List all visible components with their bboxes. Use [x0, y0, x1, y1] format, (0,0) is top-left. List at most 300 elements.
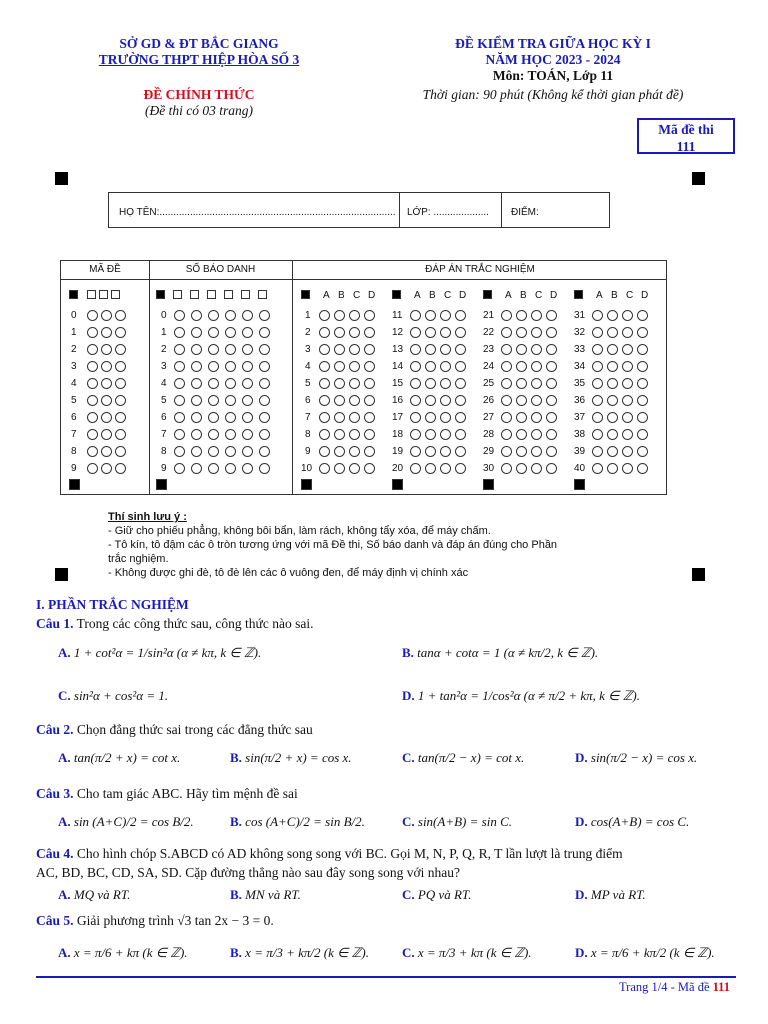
answer-bubble[interactable] [622, 310, 633, 321]
answer-bubble[interactable] [607, 344, 618, 355]
answer-bubble[interactable] [637, 412, 648, 423]
answer-bubble[interactable] [440, 310, 451, 321]
class-field[interactable]: LỚP: .................... [407, 207, 489, 218]
id-bubble[interactable] [174, 327, 185, 338]
answer-bubble[interactable] [334, 395, 345, 406]
answer-bubble[interactable] [592, 310, 603, 321]
answer-bubble[interactable] [637, 429, 648, 440]
answer-bubble[interactable] [364, 412, 375, 423]
answer-bubble[interactable] [501, 463, 512, 474]
answer-bubble[interactable] [319, 378, 330, 389]
answer-bubble[interactable] [622, 327, 633, 338]
id-bubble[interactable] [225, 395, 236, 406]
answer-option[interactable] [58, 887, 130, 903]
id-bubble[interactable] [208, 412, 219, 423]
answer-bubble[interactable] [622, 344, 633, 355]
answer-bubble[interactable] [622, 378, 633, 389]
answer-bubble[interactable] [516, 463, 527, 474]
answer-bubble[interactable] [440, 344, 451, 355]
id-bubble[interactable] [208, 395, 219, 406]
answer-bubble[interactable] [455, 395, 466, 406]
code-bubble[interactable] [115, 429, 126, 440]
answer-bubble[interactable] [364, 429, 375, 440]
answer-bubble[interactable] [546, 446, 557, 457]
registration-marker [692, 568, 705, 581]
code-bubble[interactable] [115, 412, 126, 423]
answer-bubble[interactable] [637, 310, 648, 321]
answer-option[interactable] [575, 887, 646, 903]
answer-bubble[interactable] [440, 412, 451, 423]
code-bubble[interactable] [101, 361, 112, 372]
id-bubble[interactable] [191, 463, 202, 474]
id-bubble[interactable] [242, 429, 253, 440]
id-bubble[interactable] [242, 395, 253, 406]
question-number: 23 [483, 344, 495, 355]
answer-bubble[interactable] [622, 429, 633, 440]
id-bubble[interactable] [259, 327, 270, 338]
answer-bubble[interactable] [516, 361, 527, 372]
id-bubble[interactable] [208, 361, 219, 372]
id-bubble[interactable] [174, 395, 185, 406]
answer-bubble[interactable] [425, 327, 436, 338]
marker-square [69, 290, 78, 299]
id-bubble[interactable] [242, 310, 253, 321]
answer-bubble[interactable] [531, 378, 542, 389]
id-bubble[interactable] [191, 412, 202, 423]
answer-bubble[interactable] [319, 327, 330, 338]
answer-option[interactable] [230, 814, 365, 830]
answer-bubble[interactable] [516, 446, 527, 457]
id-bubble[interactable] [208, 327, 219, 338]
code-bubble[interactable] [101, 395, 112, 406]
answer-bubble[interactable] [455, 412, 466, 423]
question-number: 26 [483, 395, 495, 406]
answer-bubble[interactable] [455, 327, 466, 338]
answer-bubble[interactable] [410, 361, 421, 372]
answer-bubble[interactable] [410, 446, 421, 457]
id-bubble[interactable] [208, 310, 219, 321]
answer-bubble[interactable] [425, 412, 436, 423]
code-bubble[interactable] [87, 395, 98, 406]
answer-bubble[interactable] [607, 429, 618, 440]
answer-bubble[interactable] [334, 361, 345, 372]
id-bubble[interactable] [208, 446, 219, 457]
answer-bubble[interactable] [440, 327, 451, 338]
answer-bubble[interactable] [501, 446, 512, 457]
answer-bubble[interactable] [319, 395, 330, 406]
answer-bubble[interactable] [425, 395, 436, 406]
id-bubble[interactable] [225, 361, 236, 372]
question-number: 19 [392, 446, 404, 457]
answer-bubble[interactable] [531, 463, 542, 474]
id-bubble[interactable] [225, 327, 236, 338]
id-bubble[interactable] [174, 446, 185, 457]
answer-bubble[interactable] [364, 446, 375, 457]
answer-bubble[interactable] [425, 463, 436, 474]
answer-bubble[interactable] [440, 463, 451, 474]
answer-bubble[interactable] [546, 344, 557, 355]
answer-bubble[interactable] [546, 412, 557, 423]
question-label: Câu 3. [36, 786, 74, 801]
answer-bubble[interactable] [637, 395, 648, 406]
answer-bubble[interactable] [319, 344, 330, 355]
id-bubble[interactable] [174, 344, 185, 355]
answer-bubble[interactable] [531, 310, 542, 321]
answer-option[interactable] [58, 814, 194, 830]
answer-bubble[interactable] [592, 395, 603, 406]
answer-bubble[interactable] [516, 344, 527, 355]
id-bubble[interactable] [191, 310, 202, 321]
code-bubble[interactable] [101, 412, 112, 423]
answer-bubble[interactable] [364, 361, 375, 372]
answer-bubble[interactable] [607, 378, 618, 389]
answer-bubble[interactable] [592, 361, 603, 372]
answer-bubble[interactable] [455, 310, 466, 321]
code-bubble[interactable] [87, 429, 98, 440]
answer-option[interactable] [58, 645, 261, 661]
answer-bubble[interactable] [349, 310, 360, 321]
id-bubble[interactable] [242, 378, 253, 389]
answer-bubble[interactable] [364, 395, 375, 406]
footer-code: 111 [712, 980, 730, 994]
answer-option[interactable] [402, 814, 512, 830]
answer-bubble[interactable] [319, 463, 330, 474]
code-bubble[interactable] [115, 395, 126, 406]
code-bubble[interactable] [87, 361, 98, 372]
question-number: 22 [483, 327, 495, 338]
answer-bubble[interactable] [546, 361, 557, 372]
code-bubble[interactable] [87, 412, 98, 423]
code-bubble[interactable] [101, 378, 112, 389]
code-bubble[interactable] [101, 463, 112, 474]
code-bubble[interactable] [101, 310, 112, 321]
id-bubble[interactable] [242, 361, 253, 372]
answer-option[interactable] [575, 945, 715, 961]
answer-bubble[interactable] [349, 361, 360, 372]
answer-bubble[interactable] [501, 378, 512, 389]
answer-bubble[interactable] [592, 463, 603, 474]
answer-bubble[interactable] [546, 463, 557, 474]
answer-bubble[interactable] [516, 412, 527, 423]
answer-bubble[interactable] [516, 429, 527, 440]
answer-bubble[interactable] [622, 412, 633, 423]
id-bubble[interactable] [191, 378, 202, 389]
section-title: I. PHẦN TRẮC NGHIỆM [36, 597, 189, 612]
code-bubble[interactable] [115, 344, 126, 355]
id-bubble[interactable] [191, 446, 202, 457]
answer-bubble[interactable] [440, 429, 451, 440]
answer-bubble[interactable] [364, 344, 375, 355]
answer-bubble[interactable] [319, 412, 330, 423]
answer-bubble[interactable] [349, 395, 360, 406]
id-bubble[interactable] [208, 463, 219, 474]
id-bubble[interactable] [191, 395, 202, 406]
answer-bubble[interactable] [501, 327, 512, 338]
answer-bubble[interactable] [410, 429, 421, 440]
answer-bubble[interactable] [501, 429, 512, 440]
id-bubble[interactable] [259, 310, 270, 321]
id-bubble[interactable] [225, 412, 236, 423]
id-bubble[interactable] [174, 412, 185, 423]
answer-option[interactable] [58, 688, 168, 704]
option-text: tanα + cotα = 1 (α ≠ kπ/2, k ∈ ℤ). [417, 645, 599, 660]
answer-bubble[interactable] [455, 429, 466, 440]
answer-bubble[interactable] [592, 327, 603, 338]
code-bubble[interactable] [101, 446, 112, 457]
answer-bubble[interactable] [637, 463, 648, 474]
id-bubble[interactable] [174, 429, 185, 440]
answer-bubble[interactable] [349, 378, 360, 389]
answer-bubble[interactable] [319, 361, 330, 372]
answer-bubble[interactable] [425, 446, 436, 457]
code-bubble[interactable] [87, 446, 98, 457]
answer-bubble[interactable] [531, 327, 542, 338]
answer-bubble[interactable] [334, 412, 345, 423]
code-bubble[interactable] [115, 310, 126, 321]
id-digit: 9 [161, 463, 167, 474]
name-field[interactable]: HỌ TÊN:..................................................................................... [119, 207, 396, 218]
answer-bubble[interactable] [440, 361, 451, 372]
answer-bubble[interactable] [364, 327, 375, 338]
answer-bubble[interactable] [622, 446, 633, 457]
answer-bubble[interactable] [455, 446, 466, 457]
answer-bubble[interactable] [501, 361, 512, 372]
answer-bubble[interactable] [516, 310, 527, 321]
answer-bubble[interactable] [410, 327, 421, 338]
id-bubble[interactable] [242, 327, 253, 338]
option-text: tan(π/2 − x) = cot x. [417, 750, 525, 765]
option-letter: C. [402, 887, 418, 902]
answer-bubble[interactable] [501, 310, 512, 321]
id-bubble[interactable] [242, 463, 253, 474]
answer-bubble[interactable] [531, 344, 542, 355]
id-bubble[interactable] [259, 378, 270, 389]
code-bubble[interactable] [115, 446, 126, 457]
answer-bubble[interactable] [349, 429, 360, 440]
answer-option[interactable] [58, 945, 188, 961]
answer-bubble[interactable] [592, 344, 603, 355]
answer-bubble[interactable] [455, 361, 466, 372]
id-bubble[interactable] [242, 446, 253, 457]
answer-bubble[interactable] [319, 310, 330, 321]
answer-bubble[interactable] [410, 310, 421, 321]
id-bubble[interactable] [174, 310, 185, 321]
code-bubble[interactable] [115, 361, 126, 372]
answer-bubble[interactable] [637, 344, 648, 355]
id-bubble[interactable] [191, 361, 202, 372]
answer-bubble[interactable] [334, 463, 345, 474]
answer-option[interactable] [575, 814, 689, 830]
option-text: MQ và RT. [73, 887, 131, 902]
answer-bubble[interactable] [349, 463, 360, 474]
id-bubble[interactable] [225, 463, 236, 474]
answer-bubble[interactable] [440, 446, 451, 457]
answer-bubble[interactable] [501, 344, 512, 355]
answer-bubble[interactable] [531, 429, 542, 440]
answer-bubble[interactable] [410, 344, 421, 355]
col-answers: ĐÁP ÁN TRẮC NGHIỆM [425, 264, 535, 275]
answer-bubble[interactable] [622, 361, 633, 372]
marker-square [301, 479, 312, 490]
id-bubble[interactable] [174, 361, 185, 372]
answer-bubble[interactable] [546, 378, 557, 389]
code-digit: 6 [71, 412, 77, 423]
answer-bubble[interactable] [334, 310, 345, 321]
answer-bubble[interactable] [531, 446, 542, 457]
id-bubble[interactable] [225, 446, 236, 457]
answer-bubble[interactable] [319, 429, 330, 440]
answer-bubble[interactable] [516, 395, 527, 406]
code-bubble[interactable] [87, 310, 98, 321]
question-number: 33 [574, 344, 586, 355]
answer-bubble[interactable] [455, 463, 466, 474]
question-label: Câu 1. [36, 616, 74, 631]
answer-option[interactable] [58, 750, 180, 766]
answer-bubble[interactable] [531, 361, 542, 372]
answer-bubble[interactable] [501, 395, 512, 406]
id-bubble[interactable] [259, 412, 270, 423]
answer-bubble[interactable] [364, 463, 375, 474]
id-bubble[interactable] [259, 429, 270, 440]
answer-bubble[interactable] [334, 429, 345, 440]
answer-bubble[interactable] [592, 378, 603, 389]
answer-bubble[interactable] [349, 412, 360, 423]
id-bubble[interactable] [259, 463, 270, 474]
code-bubble[interactable] [87, 344, 98, 355]
option-text: tan(π/2 + x) = cot x. [73, 750, 181, 765]
id-bubble[interactable] [191, 429, 202, 440]
answer-bubble[interactable] [501, 412, 512, 423]
answer-bubble[interactable] [364, 310, 375, 321]
id-bubble[interactable] [225, 344, 236, 355]
answer-bubble[interactable] [546, 310, 557, 321]
code-bubble[interactable] [87, 378, 98, 389]
answer-option[interactable] [402, 945, 532, 961]
answer-bubble[interactable] [546, 395, 557, 406]
code-bubble[interactable] [115, 463, 126, 474]
answer-option[interactable] [230, 945, 369, 961]
option-text: x = π/6 + kπ/2 (k ∈ ℤ). [590, 945, 715, 960]
answer-bubble[interactable] [516, 378, 527, 389]
id-bubble[interactable] [208, 344, 219, 355]
id-bubble[interactable] [174, 463, 185, 474]
answer-bubble[interactable] [531, 395, 542, 406]
id-bubble[interactable] [242, 344, 253, 355]
answer-bubble[interactable] [607, 446, 618, 457]
answer-bubble[interactable] [425, 378, 436, 389]
id-bubble[interactable] [174, 378, 185, 389]
id-bubble[interactable] [259, 395, 270, 406]
id-bubble[interactable] [208, 378, 219, 389]
id-bubble[interactable] [225, 378, 236, 389]
answer-option[interactable] [402, 887, 471, 903]
code-digit: 5 [71, 395, 77, 406]
answer-bubble[interactable] [607, 395, 618, 406]
answer-bubble[interactable] [455, 378, 466, 389]
answer-bubble[interactable] [410, 463, 421, 474]
answer-bubble[interactable] [425, 361, 436, 372]
answer-bubble[interactable] [455, 344, 466, 355]
answer-bubble[interactable] [546, 429, 557, 440]
answer-bubble[interactable] [440, 395, 451, 406]
answer-bubble[interactable] [607, 361, 618, 372]
code-bubble[interactable] [115, 378, 126, 389]
answer-bubble[interactable] [637, 361, 648, 372]
answer-bubble[interactable] [516, 327, 527, 338]
code-bubble[interactable] [115, 327, 126, 338]
answer-bubble[interactable] [319, 446, 330, 457]
code-bubble[interactable] [87, 327, 98, 338]
answer-option[interactable] [230, 887, 301, 903]
answer-bubble[interactable] [531, 412, 542, 423]
answer-option[interactable] [402, 688, 640, 704]
registration-marker [55, 172, 68, 185]
id-bubble[interactable] [259, 344, 270, 355]
id-bubble[interactable] [191, 344, 202, 355]
answer-option[interactable] [575, 750, 697, 766]
answer-option[interactable] [402, 750, 524, 766]
answer-bubble[interactable] [607, 310, 618, 321]
code-bubble[interactable] [101, 327, 112, 338]
question-number: 14 [392, 361, 404, 372]
answer-bubble[interactable] [607, 463, 618, 474]
answer-bubble[interactable] [622, 463, 633, 474]
answer-bubble[interactable] [364, 378, 375, 389]
answer-bubble[interactable] [334, 378, 345, 389]
answer-bubble[interactable] [349, 344, 360, 355]
id-bubble[interactable] [208, 429, 219, 440]
id-bubble[interactable] [242, 412, 253, 423]
answer-bubble[interactable] [592, 446, 603, 457]
code-bubble[interactable] [101, 344, 112, 355]
answer-bubble[interactable] [425, 429, 436, 440]
answer-bubble[interactable] [334, 327, 345, 338]
answer-bubble[interactable] [410, 412, 421, 423]
answer-bubble[interactable] [334, 344, 345, 355]
id-bubble[interactable] [225, 310, 236, 321]
answer-bubble[interactable] [425, 310, 436, 321]
answer-bubble[interactable] [637, 378, 648, 389]
answer-bubble[interactable] [607, 412, 618, 423]
answer-bubble[interactable] [349, 327, 360, 338]
code-bubble[interactable] [87, 463, 98, 474]
id-bubble[interactable] [225, 429, 236, 440]
answer-option[interactable] [230, 750, 352, 766]
answer-option[interactable] [402, 645, 598, 661]
answer-bubble[interactable] [546, 327, 557, 338]
marker-square [392, 290, 401, 299]
answer-bubble[interactable] [607, 327, 618, 338]
answer-bubble[interactable] [637, 446, 648, 457]
answer-bubble[interactable] [622, 395, 633, 406]
answer-bubble[interactable] [410, 395, 421, 406]
option-letter: D. [575, 814, 591, 829]
code-digit: 2 [71, 344, 77, 355]
answer-bubble[interactable] [592, 412, 603, 423]
choice-letter: C [535, 290, 543, 301]
answer-bubble[interactable] [637, 327, 648, 338]
id-bubble[interactable] [259, 446, 270, 457]
id-bubble[interactable] [259, 361, 270, 372]
code-bubble[interactable] [101, 429, 112, 440]
answer-bubble[interactable] [425, 344, 436, 355]
answer-bubble[interactable] [334, 446, 345, 457]
id-bubble[interactable] [191, 327, 202, 338]
answer-bubble[interactable] [440, 378, 451, 389]
answer-bubble[interactable] [592, 429, 603, 440]
answer-bubble[interactable] [349, 446, 360, 457]
answer-bubble[interactable] [410, 378, 421, 389]
